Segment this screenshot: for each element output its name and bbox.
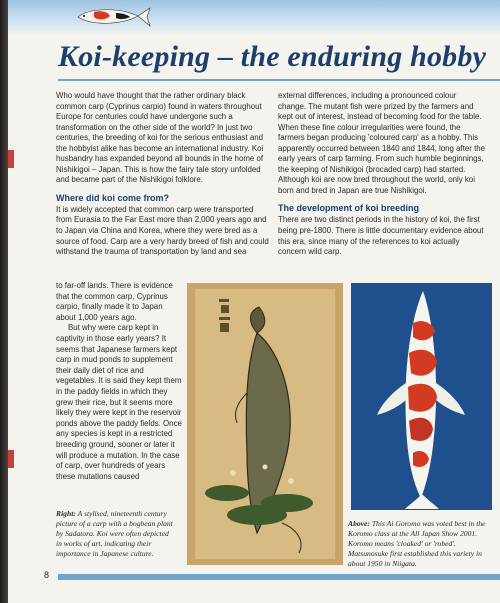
left-column	[56, 91, 270, 258]
caption-lead: Right:	[56, 509, 76, 518]
caption-lead: Above:	[348, 519, 370, 528]
margin-marker	[8, 150, 14, 168]
captivity-paragraph: But why were carp kept in captivity in those early years? It seems that Japanese farmers kept carp in mud ponds to supplement their daily diet of rice and vegetables. It is said they kept them in the paddy fields in which they grew their rice, but it seems more likely they were kept in the reservoir ponds above the paddy fields. Once any species is kept in a restricted breeding ground, sooner or later it will produce a mutation. In the case of carp, over hundreds of years these mutations caused	[56, 323, 182, 481]
mutation-paragraph: external differences, including a pronounced colour change. The mutant fish were prized by the farmers and kept out of interest, instead of becoming food for the table. When these fine colour irregularities were found, the farmers began producing 'coloured carp' as a hobby. This apparently occurred between 1840 and 1844, long after the early years of carp farming. From such humble beginnings, the keeping of Nishikigoi (brocaded carp) had started. Although koi are now bred throughout the world, only koi born and bred in Japan are true Nishikigoi.	[278, 91, 486, 195]
koi-fish-icon	[72, 4, 152, 30]
footer-bar	[58, 574, 500, 580]
book-spine	[0, 0, 8, 603]
section-heading-origin: Where did koi come from?	[56, 192, 170, 203]
right-column	[278, 91, 486, 258]
ai-goromo-koi-photo	[351, 283, 492, 510]
narrow-column	[56, 281, 182, 482]
book-page	[8, 0, 500, 603]
intro-paragraph: Who would have thought that the rather ordinary black common carp (Cyprinus carpio) found in waters throughout Europe for centuries could have undergone such a transformation on the other side of the world? In just two centuries, the breeding of koi for the serious enthusiast and the hobbyist alike has become an international industry. Koi husbandry has expanded beyond all bounds in the home of Nishikigoi – Japan. This is how the fairy tale story unfolded and became part of the Nishikigoi folklore.	[56, 91, 264, 185]
caption-text: This Ai Goromo was voted best in the Koromo class at the All Japan Show 2001. Koromo means 'cloaked' or 'robed'. Matsunosuke first established this variety in about 1950 in Niigata.	[348, 519, 486, 568]
title-rule	[58, 79, 500, 81]
section-heading-development: The development of koi breeding	[278, 203, 420, 214]
page-title: Koi-keeping – the enduring hobby	[58, 40, 487, 73]
carp-painting-image	[187, 283, 343, 565]
development-paragraph: There are two distinct periods in the history of koi, the first being pre-1800. There is little documentary evidence about this era, since many of the references to koi actually concern wild carp.	[278, 215, 484, 257]
caption-text: A stylised, nineteenth century picture of a carp with a bogbean plant by Sadatora. Koi were often depicted in works of art, indicating their importance in Japanese culture.	[56, 509, 173, 558]
painting-caption	[56, 509, 176, 559]
photo-caption	[348, 519, 488, 569]
page-number: 8	[44, 570, 50, 580]
origin-paragraph-cont: to far-off lands. There is evidence that the common carp, Cyprinus carpio, finally made it to Japan about 1,000 years ago.	[56, 281, 173, 322]
origin-paragraph: It is widely accepted that common carp were transported from Eurasia to the Far East more than 2,000 years ago and to Japan via China and Korea, where they were bred as a source of food. Carp are a very hardy breed of fish and could withstand the trauma of transportation by land and sea	[56, 204, 269, 257]
margin-marker	[8, 450, 14, 468]
